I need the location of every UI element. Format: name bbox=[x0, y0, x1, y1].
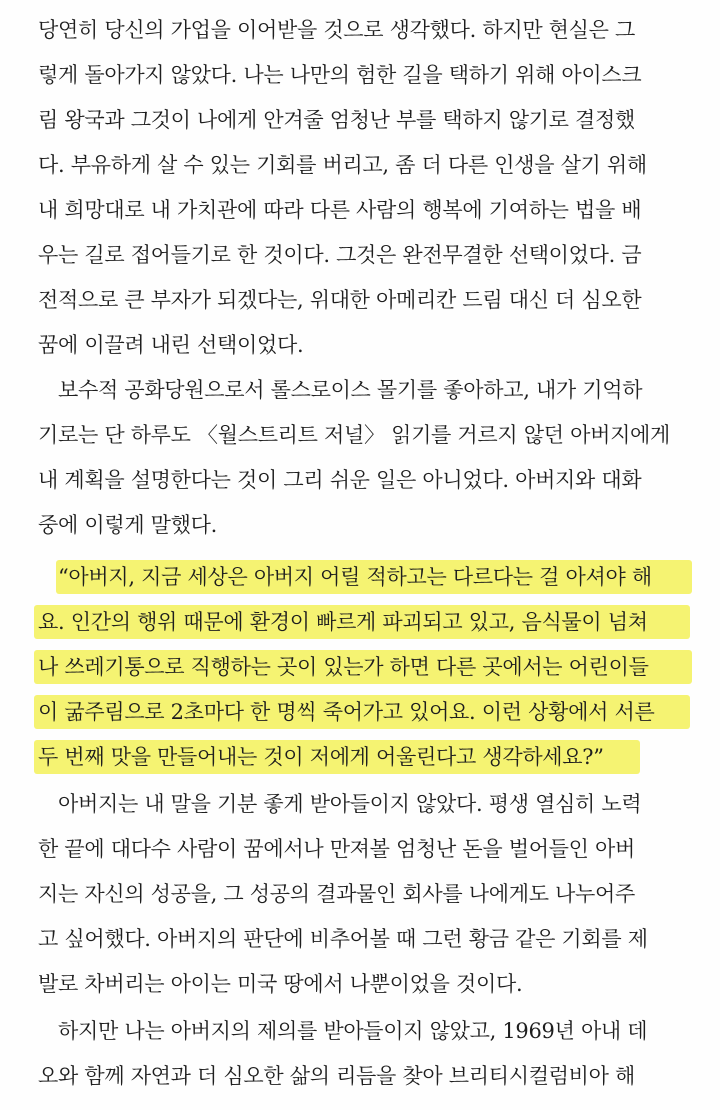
quote-line: “아버지, 지금 세상은 아버지 어릴 적하고는 다르다는 걸 아셔야 해 bbox=[58, 565, 652, 589]
text-line: 보수적 공화당원으로서 롤스로이스 몰기를 좋아하고, 내가 기억하 bbox=[58, 378, 643, 402]
text-line: 발로 차버리는 아이는 미국 땅에서 나뿐이었을 것이다. bbox=[38, 972, 523, 996]
text-line: 내 희망대로 내 가치관에 따라 다른 사람의 행복에 기여하는 법을 배 bbox=[38, 198, 642, 222]
quote-line: 이 굶주림으로 2초마다 한 명씩 죽어가고 있어요. 이런 상황에서 서른 bbox=[38, 700, 655, 724]
quote-line: 두 번째 맛을 만들어내는 것이 저에게 어울린다고 생각하세요?” bbox=[38, 745, 604, 769]
text-line: 하지만 나는 아버지의 제의를 받아들이지 않았고, 1969년 아내 데 bbox=[58, 1019, 648, 1043]
text-line: 오와 함께 자연과 더 심오한 삶의 리듬을 찾아 브리티시컬럼비아 해 bbox=[38, 1064, 635, 1088]
text-line: 림 왕국과 그것이 나에게 안겨줄 엄청난 부를 택하지 않기로 결정했 bbox=[38, 108, 635, 132]
text-line: 당연히 당신의 가업을 이어받을 것으로 생각했다. 하지만 현실은 그 bbox=[38, 18, 635, 42]
text-line: 다. 부유하게 살 수 있는 기회를 버리고, 좀 더 다른 인생을 살기 위해 bbox=[38, 153, 647, 177]
text-line: 내 계획을 설명한다는 것이 그리 쉬운 일은 아니었다. 아버지와 대화 bbox=[38, 468, 642, 492]
text-line: 아버지는 내 말을 기분 좋게 받아들이지 않았다. 평생 열심히 노력 bbox=[58, 792, 642, 816]
quote-line: 나 쓰레기통으로 직행하는 곳이 있는가 하면 다른 곳에서는 어린이들 bbox=[38, 655, 649, 679]
text-line: 기로는 단 하루도 〈월스트리트 저널〉 읽기를 거르지 않던 아버지에게 bbox=[38, 423, 671, 447]
text-line: 우는 길로 접어들기로 한 것이다. 그것은 완전무결한 선택이었다. 금 bbox=[38, 243, 642, 267]
quote-line: 요. 인간의 행위 때문에 환경이 빠르게 파괴되고 있고, 음식물이 넘쳐 bbox=[38, 610, 648, 634]
text-line: 중에 이렇게 말했다. bbox=[38, 513, 218, 537]
text-line: 지는 자신의 성공을, 그 성공의 결과물인 회사를 나에게도 나누어주 bbox=[38, 882, 635, 906]
text-line: 전적으로 큰 부자가 되겠다는, 위대한 아메리칸 드림 대신 더 심오한 bbox=[38, 288, 642, 312]
text-line: 꿈에 이끌려 내린 선택이었다. bbox=[38, 333, 304, 357]
text-line: 렇게 돌아가지 않았다. 나는 나만의 험한 길을 택하기 위해 아이스크 bbox=[38, 63, 642, 87]
text-line: 고 싶어했다. 아버지의 판단에 비추어볼 때 그런 황금 같은 기회를 제 bbox=[38, 927, 648, 951]
text-line: 한 끝에 대다수 사람이 꿈에서나 만져볼 엄청난 돈을 벌어들인 아버 bbox=[38, 837, 635, 861]
